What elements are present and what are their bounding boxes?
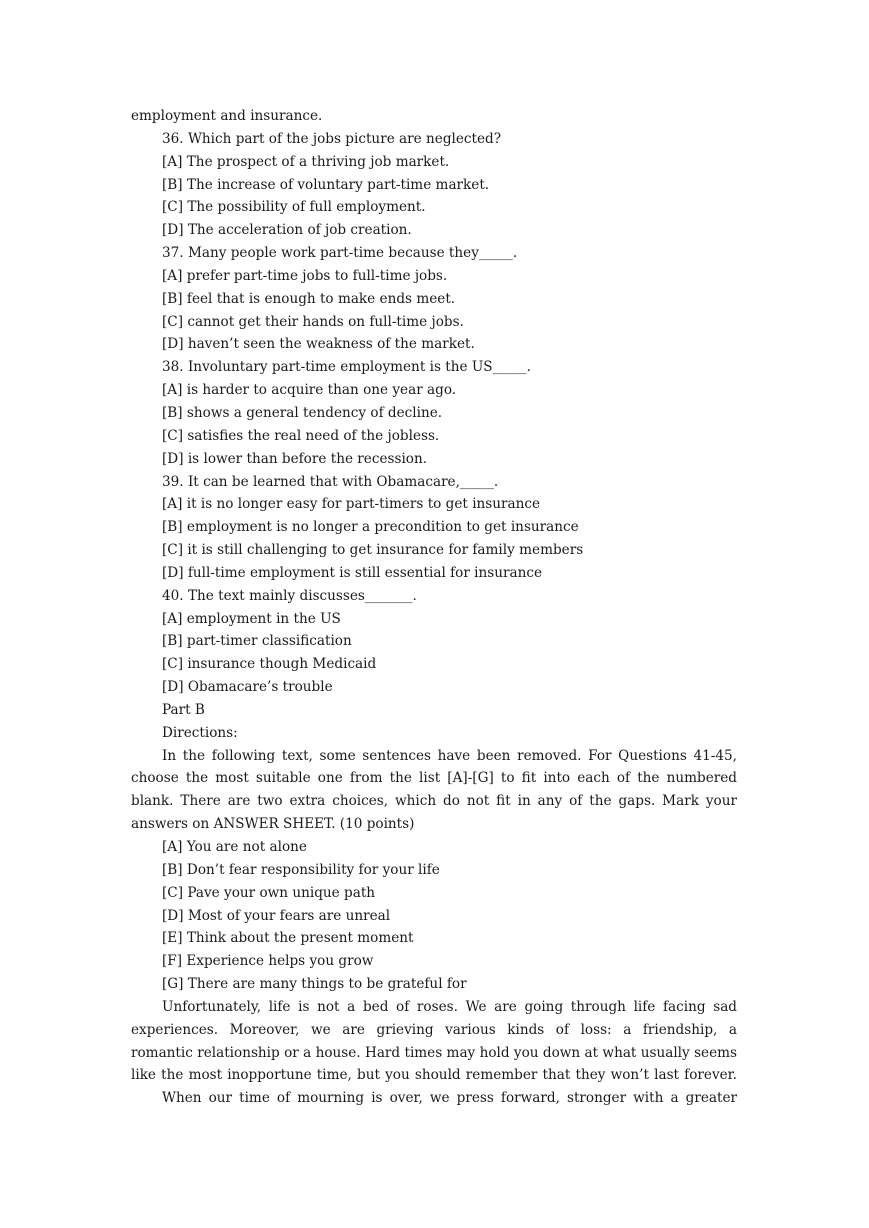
option-line: [C] satisfies the real need of the jobless.: [162, 427, 440, 444]
question-40: 40. The text mainly discusses_______.: [162, 587, 417, 604]
option-line: [C] cannot get their hands on full-time jobs.: [162, 313, 464, 330]
option-line: [C] insurance though Medicaid: [162, 656, 377, 673]
paragraph-line: In the following text, some sentences have been removed. For Questions 41-45,: [162, 747, 737, 764]
question-39: 39. It can be learned that with Obamacare,_____.: [162, 473, 499, 490]
paragraph-line: Unfortunately, life is not a bed of roses. We are going through life facing sad: [162, 998, 737, 1015]
section-heading: Part B: [162, 701, 205, 718]
option-item: [B] Don’t fear responsibility for your life: [162, 861, 440, 878]
option-item: [C] Pave your own unique path: [162, 884, 376, 901]
option-item: [G] There are many things to be grateful for: [162, 976, 467, 993]
text-line: employment and insurance.: [131, 108, 323, 124]
option-item: [A] You are not alone: [162, 839, 307, 855]
question-36: 36. Which part of the jobs picture are neglected?: [162, 130, 502, 147]
option-line: [D] full-time employment is still essential for insurance: [162, 564, 543, 581]
option-item: [D] Most of your fears are unreal: [162, 907, 391, 924]
option-line: [B] part-timer classification: [162, 633, 352, 650]
option-line: [A] it is no longer easy for part-timers to get insurance: [162, 496, 541, 513]
option-line: [C] it is still challenging to get insurance for family members: [162, 542, 584, 559]
option-item: [E] Think about the present moment: [162, 930, 414, 947]
directions-label: Directions:: [162, 724, 238, 741]
option-line: [B] The increase of voluntary part-time market.: [162, 176, 490, 193]
paragraph-line: experiences. Moreover, we are grieving various kinds of loss: a friendship, a: [131, 1021, 737, 1038]
paragraph-line: romantic relationship or a house. Hard times may hold you down at what usually seems: [131, 1044, 737, 1061]
passage-paragraph: [131, 996, 737, 1087]
option-line: [A] is harder to acquire than one year ago.: [162, 382, 457, 399]
option-line: [B] feel that is enough to make ends meet.: [162, 290, 456, 307]
options-list: [131, 836, 737, 996]
question-38: 38. Involuntary part-time employment is the US_____.: [162, 359, 531, 376]
option-line: [D] Obamacare’s trouble: [162, 679, 333, 696]
paragraph-line: When our time of mourning is over, we press forward, stronger with a greater: [162, 1090, 737, 1107]
option-line: [A] The prospect of a thriving job market.: [162, 153, 450, 170]
option-line: [D] haven’t seen the weakness of the market.: [162, 336, 475, 353]
paragraph-line: answers on ANSWER SHEET. (10 points): [131, 816, 415, 833]
paragraph-line: blank. There are two extra choices, which do not fit in any of the gaps. Mark your: [131, 793, 737, 810]
option-item: [F] Experience helps you grow: [162, 953, 374, 970]
option-line: [D] The acceleration of job creation.: [162, 222, 412, 239]
document-page: [131, 105, 737, 1110]
questions-block: [131, 105, 737, 745]
option-line: [A] prefer part-time jobs to full-time jobs.: [162, 267, 448, 284]
paragraph-line: like the most inopportune time, but you should remember that they won’t last forever.: [131, 1067, 737, 1084]
option-line: [A] employment in the US: [162, 610, 341, 627]
option-line: [C] The possibility of full employment.: [162, 199, 426, 216]
question-37: 37. Many people work part-time because they_____.: [162, 245, 518, 262]
option-line: [D] is lower than before the recession.: [162, 450, 428, 467]
paragraph-line: choose the most suitable one from the list [A]-[G] to fit into each of the numbered: [131, 770, 737, 787]
option-line: [B] shows a general tendency of decline.: [162, 404, 443, 421]
option-line: [B] employment is no longer a precondition to get insurance: [162, 519, 579, 536]
directions-paragraph: [131, 745, 737, 836]
